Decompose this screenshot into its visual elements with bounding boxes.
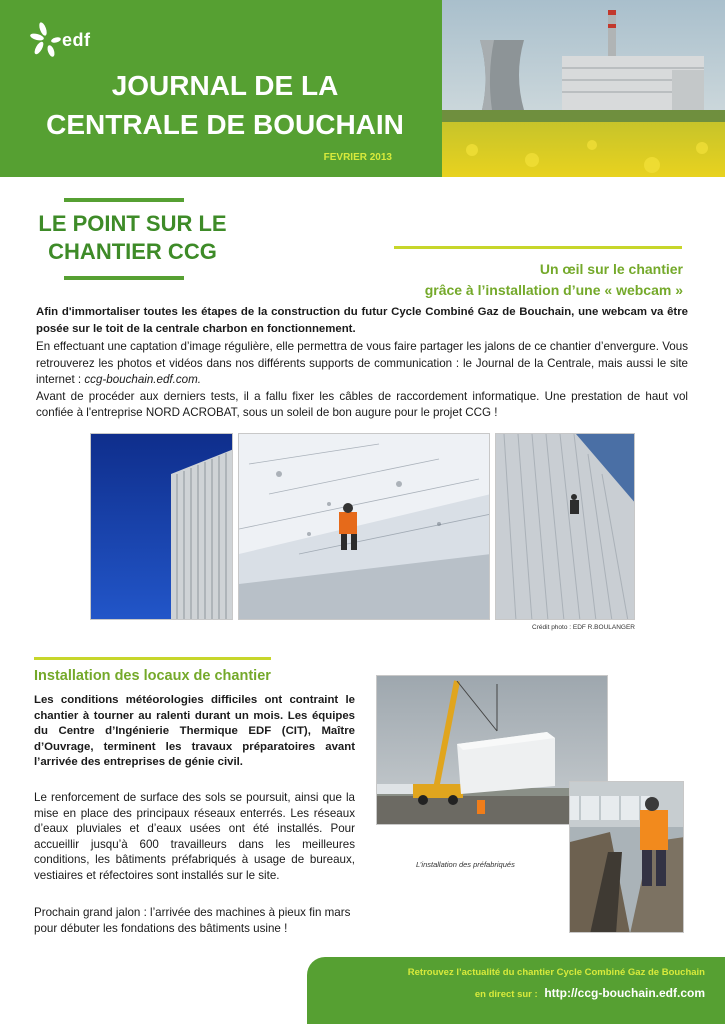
edf-logo-icon [30,20,64,62]
photo-worker-trench [569,781,684,933]
photo-building-sky [90,433,233,620]
webcam-intro: Afin d'immortaliser toutes les étapes de la construction du futur Cycle Combiné Gaz de Bouchain, une webcam va être posée sur le toit de la centrale charbon en fonctionnement. [36,306,688,335]
webcam-body [36,339,688,422]
footer-line2 [475,986,705,1000]
prefab-caption: L’installation des préfabriqués [416,860,515,869]
section2-title: Installation des locaux de chantier [34,668,271,684]
issue-date: FEVRIER 2013 [323,152,392,163]
journal-title-line1: JOURNAL DE LA [111,70,339,101]
webcam-para2: Avant de procéder aux derniers tests, il a fallu fixer les câbles de raccordement informatique. Une prestation de haut vol confiée à l'entreprise NORD ACROBAT, sous un soleil de bon augure pour le projet CCG ! [36,389,688,419]
webcam-subtitle-line1: Un œil sur le chantier [539,261,683,277]
webcam-para1: En effectuant une captation d’image régulière, elle permettra de vous faire partager les jalons de ce chantier d’envergure. Vous retrouverez les photos et vidéos dans nos différents supports de communication : le Journal de la Centrale, mais aussi le site internet : [36,340,688,386]
header-power-plant-photo [442,0,725,177]
footer-line1: Retrouvez l’actualité du chantier Cycle Combiné Gaz de Bouchain [407,967,705,978]
section-title-bottom-rule [64,276,184,280]
section2-rule [34,657,271,660]
logo-text: edf [62,30,91,50]
webcam-subtitle [425,259,683,301]
section2-para2: Prochain grand jalon : l’arrivée des machines à pieux fin mars pour débuter les fondations des bâtiments usine ! [34,906,351,935]
section-title-line2: CHANTIER CCG [48,239,217,264]
photo-climber-roof [238,433,490,620]
header-banner [0,0,442,177]
section2-intro: Les conditions météorologies difficiles ont contraint le chantier à tourner au ralenti durant un mois. Les équipes du Centre d’Ingénierie Thermique EDF (CIT), Maître d’Ouvrage, terminent les travaux préparatoires avant l’arrivée des entreprises de génie civil. [34,694,355,769]
footer-banner [307,957,725,1024]
webcam-subtitle-line2: grâce à l’installation d’une « webcam » [424,282,683,298]
footer-url-link[interactable]: http://ccg-bouchain.edf.com [544,986,705,1000]
footer-prefix: en direct sur : [474,989,538,1000]
section-title-line1: LE POINT SUR LE [38,211,227,236]
site-link-text: ccg-bouchain.edf.com. [84,373,201,386]
section-title-top-rule [64,198,184,202]
photo-climber-wall [495,433,635,620]
journal-title-line2: CENTRALE DE BOUCHAIN [46,109,404,140]
section-title [20,210,245,266]
section2-para1: Le renforcement de surface des sols se poursuit, ainsi que la mise en place des principaux réseaux enterrés. Les réseaux d’eaux pluviales et d’eaux usées ont été installés. Pour accueillir jusqu’à 600 travailleurs dans les meilleures conditions, les bâtiments préfabriqués à usage de bureaux, vestiaires et réfectoires sont installés sur le site. [34,791,355,882]
journal-title [30,66,420,144]
photo-credit: Crédit photo : EDF R.BOULANGER [532,624,635,631]
subtitle-rule [394,246,682,249]
